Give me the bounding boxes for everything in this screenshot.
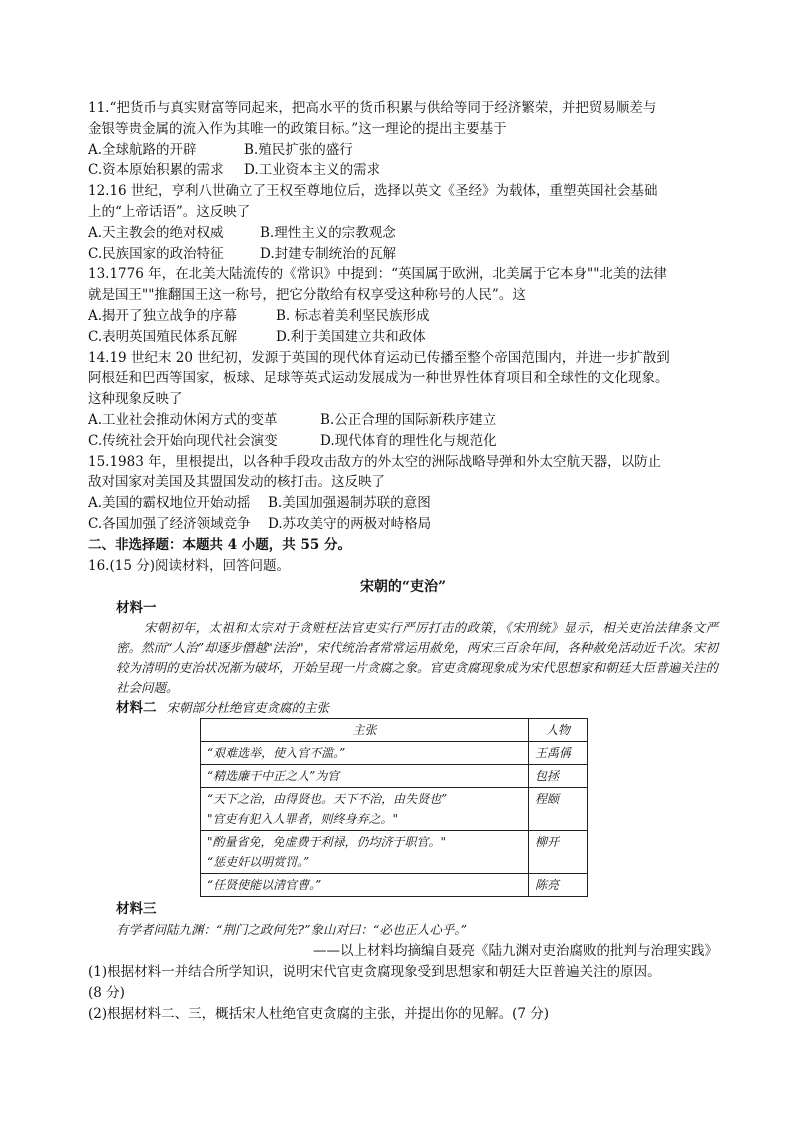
question-11 <box>88 98 718 181</box>
question-16-stem: 16.(15 分)阅读材料，回答问题。 <box>88 557 290 574</box>
option-b: B.殖民扩张的盛行 <box>244 141 353 158</box>
table-cell-proposal <box>201 742 529 765</box>
proposal-line: “天下之治，由得贤也。天下不治，由失贤也” <box>207 792 448 807</box>
table-cell-person: 陈亮 <box>529 874 588 897</box>
table-header-person: 人物 <box>529 719 588 742</box>
option-c: C.各国加强了经济领域竞争 <box>88 515 251 532</box>
question-15-stem-line1: 15.1983 年，里根提出，以各种手段攻击敌方的外太空的洲际战略导弹和外太空航天器，以防止 <box>88 453 662 470</box>
table-cell-proposal <box>201 874 529 897</box>
sub-question-1-line2: (8 分) <box>88 985 125 1002</box>
material-1-body: 宋朝初年，太祖和太宗对于贪赃枉法官吏实行严厉打击的政策，《宋刑统》显示，相关吏治法律条文严密。然而“人治”却逐步僭越"法治"，宋代统治者常常运用赦免，两宋三百余年间，各种赦免活动近千次。宋初较为清明的吏治状况渐为破坏，开始呈现一片贪腐之象。官吏贪腐现象成为宋代思想家和朝廷大臣普遍关注的社会问题。 <box>116 620 718 696</box>
question-11-options-row2 <box>88 160 718 181</box>
question-13 <box>88 264 718 347</box>
table-cell-proposal <box>201 788 529 831</box>
table-row <box>201 765 588 788</box>
question-14-options-row2 <box>88 431 718 452</box>
question-13-options-row1 <box>88 306 718 327</box>
material-2-heading <box>88 698 718 718</box>
material-3-quote: 有学者问陆九渊：“荆门之政何先?”象山对曰：“必也正人心乎。” <box>116 922 468 938</box>
question-15-options-row2 <box>88 514 718 535</box>
table-header-proposal: 主张 <box>201 719 529 742</box>
option-a: A.工业社会推动休闲方式的变革 <box>88 411 278 428</box>
question-11-stem-line2: 金银等贵金属的流入作为其唯一的政策目标。”这一理论的提出主要基于 <box>88 120 507 137</box>
question-14-stem-line3: 这种现象反映了 <box>88 391 183 408</box>
table-cell-person: 包拯 <box>529 765 588 788</box>
section-heading: 二、非选择题：本题共 4 小题，共 55 分。 <box>88 536 351 553</box>
material-source: ——以上材料均摘编自聂亮《陆九渊对吏治腐败的批判与治理实践》 <box>313 943 718 960</box>
question-15-options-row1 <box>88 493 718 514</box>
option-b: B.理性主义的宗教观念 <box>260 224 396 241</box>
question-12-options-row1 <box>88 223 718 244</box>
table-cell-proposal <box>201 765 529 788</box>
question-12-stem-line2: 上的“上帝话语”。这反映了 <box>88 203 251 220</box>
table-cell-person: 王禹偁 <box>529 742 588 765</box>
material-1-label: 材料一 <box>116 600 157 617</box>
question-11-options-row1 <box>88 140 718 161</box>
material-title: 宋朝的“吏治” <box>359 579 447 596</box>
material-3-label: 材料三 <box>116 901 157 918</box>
table-row <box>201 874 588 897</box>
proposal-line: “惩吏奸以明赏罚。” <box>207 855 310 870</box>
option-c: C.传统社会开始向现代社会演变 <box>88 432 278 449</box>
question-14-stem-line1: 14.19 世纪末 20 世纪初，发源于英国的现代体育运动已传播至整个帝国范围内，并进一步扩散到 <box>88 349 670 366</box>
question-15-stem-line2: 敌对国家对美国及其盟国发动的核打击。这反映了 <box>88 474 385 491</box>
option-d: D.工业资本主义的需求 <box>244 162 381 179</box>
proposal-line: "酌量省免，免虚费于利禄，仍均济于职官。" <box>207 835 447 850</box>
option-d: D.封建专制统治的瓦解 <box>260 245 397 262</box>
question-11-stem-line1: 11.“把货币与真实财富等同起来，把高水平的货币积累与供给等同于经济繁荣，并把贸易顺差与 <box>88 100 657 116</box>
exam-page <box>88 98 718 1025</box>
option-b: B. 标志着美利坚民族形成 <box>276 307 430 324</box>
table-row <box>201 742 588 765</box>
proposal-line: “精选廉干中正之人”为官 <box>207 769 340 784</box>
question-15 <box>88 452 718 535</box>
material-2-caption: 宋朝部分杜绝官吏贪腐的主张 <box>166 700 330 716</box>
option-b: B.公正合理的国际新秩序建立 <box>320 411 497 428</box>
option-a: A.天主教会的绝对权威 <box>88 224 224 241</box>
table-row <box>201 788 588 831</box>
table-row <box>201 831 588 874</box>
proposal-line: “任贤使能以清官曹。” <box>207 878 322 893</box>
option-b: B.美国加强遏制苏联的意图 <box>268 495 431 512</box>
option-a: A.美国的霸权地位开始动摇 <box>88 495 251 512</box>
option-d: D.现代体育的理性化与规范化 <box>320 432 497 449</box>
option-c: C.表明英国殖民体系瓦解 <box>88 328 238 345</box>
table-cell-person: 柳开 <box>529 831 588 874</box>
sub-question-1-line1: (1)根据材料一并结合所学知识，说明宋代官吏贪腐现象受到思想家和朝廷大臣普遍关注的原因。 <box>88 964 661 981</box>
table-cell-proposal <box>201 831 529 874</box>
material-2-table <box>200 718 588 897</box>
option-a: A.全球航路的开辟 <box>88 141 197 158</box>
proposal-line: “艰难选举，使入官不滥。” <box>207 746 346 761</box>
table-header-row <box>201 719 588 742</box>
option-c: C.资本原始积累的需求 <box>88 162 224 179</box>
question-13-stem-line1: 13.1776 年，在北美大陆流传的《常识》中提到：“英国属于欧洲，北美属于它本身""北美的法律 <box>88 266 667 283</box>
sub-question-2: (2)根据材料二、三，概括宋人杜绝官吏贪腐的主张，并提出你的见解。(7 分) <box>88 1005 550 1022</box>
option-c: C.民族国家的政治特征 <box>88 245 224 262</box>
material-2-label: 材料二 <box>116 700 157 717</box>
proposal-line: "官吏有犯入人罪者，则终身弃之。" <box>207 812 399 827</box>
question-12-stem-line1: 12.16 世纪，亨利八世确立了王权至尊地位后，选择以英文《圣经》为载体，重塑英国社会基础 <box>88 183 658 200</box>
table-cell-person: 程颐 <box>529 788 588 831</box>
question-13-options-row2 <box>88 327 718 348</box>
option-d: D.利于美国建立共和政体 <box>276 328 426 345</box>
option-d: D.苏攻美守的两极对峙格局 <box>268 515 432 532</box>
question-12 <box>88 181 718 264</box>
question-14-options-row1 <box>88 410 718 431</box>
question-14 <box>88 348 718 452</box>
question-14-stem-line2: 阿根廷和巴西等国家，板球、足球等英式运动发展成为一种世界性体育项目和全球性的文化现象。 <box>88 370 669 387</box>
question-13-stem-line2: 就是国王""推翻国王这一称号，把它分散给有权享受这种称号的人民”。这 <box>88 287 526 304</box>
question-16 <box>88 556 718 1025</box>
question-12-options-row2 <box>88 244 718 265</box>
option-a: A.揭开了独立战争的序幕 <box>88 307 238 324</box>
